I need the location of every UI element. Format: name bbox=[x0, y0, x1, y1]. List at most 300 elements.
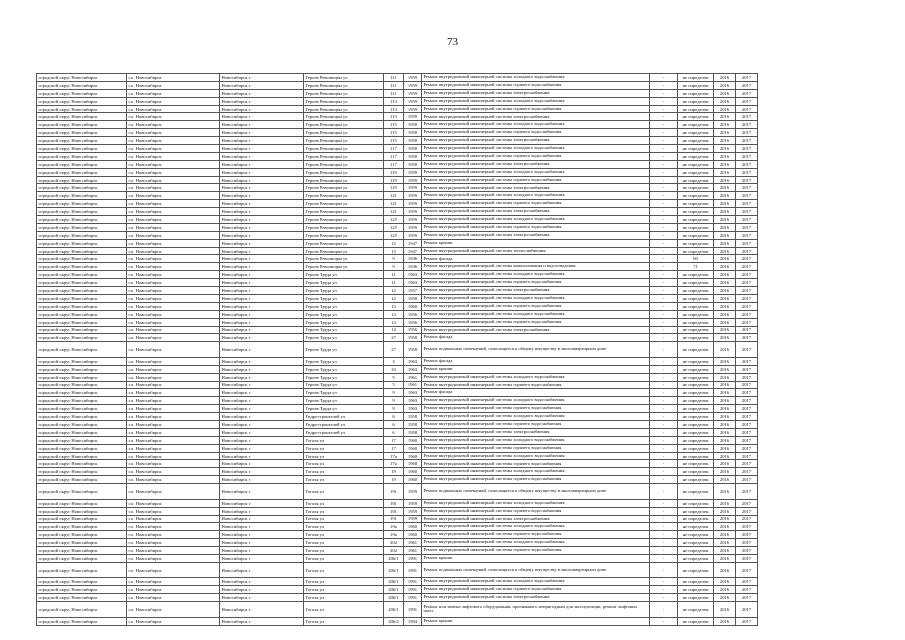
end-year-cell: 2017 bbox=[736, 176, 758, 184]
table-row bbox=[37, 81, 758, 89]
work-type-cell: Ремонт крыши bbox=[422, 617, 650, 625]
city-cell: Новосибирск г bbox=[220, 74, 304, 82]
settlement-cell: г.о. Новосибирск bbox=[127, 287, 220, 295]
end-year-cell: 2017 bbox=[736, 231, 758, 239]
dash-cell: - bbox=[650, 468, 678, 476]
street-cell: Героев Революции ул bbox=[304, 223, 384, 231]
build-year-cell: 1958 bbox=[404, 294, 422, 302]
street-cell: Героев Революции ул bbox=[304, 113, 384, 121]
end-year-cell: 2017 bbox=[736, 105, 758, 113]
table-row bbox=[37, 239, 758, 247]
house-number-cell: 14 bbox=[384, 310, 404, 318]
dash-cell: - bbox=[650, 129, 678, 137]
dash-cell: - bbox=[650, 89, 678, 97]
district-cell: городской округ Новосибирск bbox=[37, 247, 127, 255]
settlement-cell: г.о. Новосибирск bbox=[127, 152, 220, 160]
house-number-cell: 12 bbox=[384, 287, 404, 295]
cost-cell: не определен bbox=[678, 184, 714, 192]
work-type-cell: Ремонт внутридомовой инженерной системы электроснабжения bbox=[422, 326, 650, 334]
district-cell: городской округ Новосибирск bbox=[37, 515, 127, 523]
city-cell: Новосибирск г bbox=[220, 515, 304, 523]
end-year-cell: 2017 bbox=[736, 507, 758, 515]
street-cell: Гоголя ул bbox=[304, 562, 384, 578]
district-cell: городской округ Новосибирск bbox=[37, 539, 127, 547]
start-year-cell: 2016 bbox=[714, 271, 736, 279]
house-number-cell: 111 bbox=[384, 81, 404, 89]
house-number-cell: 9 bbox=[384, 397, 404, 405]
house-number-cell: 206/1 bbox=[384, 594, 404, 602]
start-year-cell: 2016 bbox=[714, 160, 736, 168]
street-cell: Гоголя ул bbox=[304, 617, 384, 625]
district-cell: городской округ Новосибирск bbox=[37, 397, 127, 405]
build-year-cell: 1959 bbox=[404, 200, 422, 208]
cost-cell: не определен bbox=[678, 357, 714, 365]
start-year-cell: 2016 bbox=[714, 192, 736, 200]
build-year-cell: 1936 bbox=[404, 255, 422, 263]
district-cell: городской округ Новосибирск bbox=[37, 89, 127, 97]
start-year-cell: 2016 bbox=[714, 152, 736, 160]
city-cell: Новосибирск г bbox=[220, 428, 304, 436]
house-number-cell: 119 bbox=[384, 184, 404, 192]
cost-cell: не определен bbox=[678, 231, 714, 239]
cost-cell: не определен bbox=[678, 223, 714, 231]
house-number-cell: 202 bbox=[384, 547, 404, 555]
start-year-cell: 2016 bbox=[714, 97, 736, 105]
table-row bbox=[37, 223, 758, 231]
street-cell: Героев Труда ул bbox=[304, 405, 384, 413]
house-number-cell: 33 bbox=[384, 365, 404, 373]
build-year-cell: 1960 bbox=[404, 531, 422, 539]
table-row bbox=[37, 129, 758, 137]
work-type-cell: Ремонт внутридомовой инженерной системы холодного водоснабжения bbox=[422, 121, 650, 129]
district-cell: городской округ Новосибирск bbox=[37, 421, 127, 429]
city-cell: Новосибирск г bbox=[220, 484, 304, 500]
work-type-cell: Ремонт внутридомовой инженерной системы холодного водоснабжения bbox=[422, 436, 650, 444]
table-row bbox=[37, 287, 758, 295]
settlement-cell: г.о. Новосибирск bbox=[127, 421, 220, 429]
city-cell: Новосибирск г bbox=[220, 81, 304, 89]
work-type-cell: Ремонт внутридомовой инженерной системы электроснабжения bbox=[422, 231, 650, 239]
work-type-cell: Ремонт внутридомовой инженерной системы электроснабжения bbox=[422, 428, 650, 436]
cost-cell: не определен bbox=[678, 436, 714, 444]
district-cell: городской округ Новосибирск bbox=[37, 428, 127, 436]
work-type-cell: Ремонт внутридомовой инженерной системы горячего водоснабжения bbox=[422, 507, 650, 515]
work-type-cell: Ремонт внутридомовой инженерной системы холодного водоснабжения bbox=[422, 452, 650, 460]
settlement-cell: г.о. Новосибирск bbox=[127, 468, 220, 476]
table-row bbox=[37, 531, 758, 539]
end-year-cell: 2017 bbox=[736, 294, 758, 302]
house-number-cell: 119 bbox=[384, 168, 404, 176]
start-year-cell: 2016 bbox=[714, 263, 736, 271]
build-year-cell: 1960 bbox=[404, 302, 422, 310]
dash-cell: - bbox=[650, 200, 678, 208]
end-year-cell: 2017 bbox=[736, 547, 758, 555]
dash-cell: - bbox=[650, 74, 678, 82]
table-row bbox=[37, 184, 758, 192]
house-number-cell: 3 bbox=[384, 357, 404, 365]
settlement-cell: г.о. Новосибирск bbox=[127, 452, 220, 460]
settlement-cell: г.о. Новосибирск bbox=[127, 176, 220, 184]
work-type-cell: Ремонт внутридомовой инженерной системы электроснабжения bbox=[422, 515, 650, 523]
dash-cell: - bbox=[650, 168, 678, 176]
start-year-cell: 2016 bbox=[714, 318, 736, 326]
city-cell: Новосибирск г bbox=[220, 129, 304, 137]
end-year-cell: 2017 bbox=[736, 168, 758, 176]
street-cell: Гоголя ул bbox=[304, 539, 384, 547]
settlement-cell: г.о. Новосибирск bbox=[127, 279, 220, 287]
end-year-cell: 2017 bbox=[736, 89, 758, 97]
street-cell: Героев Революции ул bbox=[304, 74, 384, 82]
dash-cell: - bbox=[650, 137, 678, 145]
city-cell: Новосибирск г bbox=[220, 460, 304, 468]
build-year-cell: 1961 bbox=[404, 373, 422, 381]
settlement-cell: г.о. Новосибирск bbox=[127, 381, 220, 389]
district-cell: городской округ Новосибирск bbox=[37, 129, 127, 137]
end-year-cell: 2017 bbox=[736, 523, 758, 531]
end-year-cell: 2017 bbox=[736, 499, 758, 507]
house-number-cell: 13 bbox=[384, 239, 404, 247]
city-cell: Новосибирск г bbox=[220, 152, 304, 160]
work-type-cell: Ремонт внутридомовой инженерной системы горячего водоснабжения bbox=[422, 129, 650, 137]
city-cell: Новосибирск г bbox=[220, 255, 304, 263]
build-year-cell: 1959 bbox=[404, 168, 422, 176]
end-year-cell: 2017 bbox=[736, 381, 758, 389]
house-number-cell: 27 bbox=[384, 342, 404, 358]
city-cell: Новосибирск г bbox=[220, 397, 304, 405]
district-cell: городской округ Новосибирск bbox=[37, 200, 127, 208]
table-row bbox=[37, 263, 758, 271]
city-cell: Новосибирск г bbox=[220, 586, 304, 594]
house-number-cell: 113 bbox=[384, 113, 404, 121]
house-number-cell: 113 bbox=[384, 97, 404, 105]
start-year-cell: 2016 bbox=[714, 105, 736, 113]
table-row bbox=[37, 192, 758, 200]
district-cell: городской округ Новосибирск bbox=[37, 302, 127, 310]
street-cell: Героев Труда ул bbox=[304, 342, 384, 358]
settlement-cell: г.о. Новосибирск bbox=[127, 74, 220, 82]
settlement-cell: г.о. Новосибирск bbox=[127, 310, 220, 318]
build-year-cell: 1991 bbox=[404, 554, 422, 562]
start-year-cell: 2016 bbox=[714, 389, 736, 397]
house-number-cell: 117 bbox=[384, 152, 404, 160]
cost-cell: не определен bbox=[678, 113, 714, 121]
district-cell: городской округ Новосибирск bbox=[37, 602, 127, 618]
dash-cell: - bbox=[650, 405, 678, 413]
city-cell: Новосибирск г bbox=[220, 468, 304, 476]
cost-cell: не определен bbox=[678, 421, 714, 429]
dash-cell: - bbox=[650, 239, 678, 247]
street-cell: Гоголя ул bbox=[304, 586, 384, 594]
city-cell: Новосибирск г bbox=[220, 405, 304, 413]
cost-cell: не определен bbox=[678, 294, 714, 302]
build-year-cell: 1958 bbox=[404, 428, 422, 436]
build-year-cell: 1959 bbox=[404, 89, 422, 97]
cost-cell: 71 bbox=[678, 263, 714, 271]
table-row bbox=[37, 231, 758, 239]
end-year-cell: 2017 bbox=[736, 279, 758, 287]
dash-cell: - bbox=[650, 160, 678, 168]
house-number-cell: 206/1 bbox=[384, 586, 404, 594]
table-row bbox=[37, 255, 758, 263]
work-type-cell: Ремонт внутридомовой инженерной системы горячего водоснабжения bbox=[422, 531, 650, 539]
settlement-cell: г.о. Новосибирск bbox=[127, 302, 220, 310]
dash-cell: - bbox=[650, 578, 678, 586]
work-type-cell: Ремонт внутридомовой инженерной системы горячего водоснабжения bbox=[422, 421, 650, 429]
house-number-cell: 121 bbox=[384, 208, 404, 216]
street-cell: Героев Революции ул bbox=[304, 105, 384, 113]
street-cell: Гоголя ул bbox=[304, 523, 384, 531]
start-year-cell: 2016 bbox=[714, 184, 736, 192]
street-cell: Героев Революции ул bbox=[304, 192, 384, 200]
settlement-cell: г.о. Новосибирск bbox=[127, 113, 220, 121]
settlement-cell: г.о. Новосибирск bbox=[127, 294, 220, 302]
city-cell: Новосибирск г bbox=[220, 184, 304, 192]
district-cell: городской округ Новосибирск bbox=[37, 444, 127, 452]
settlement-cell: г.о. Новосибирск bbox=[127, 586, 220, 594]
end-year-cell: 2017 bbox=[736, 617, 758, 625]
cost-cell: не определен bbox=[678, 531, 714, 539]
build-year-cell: 1991 bbox=[404, 586, 422, 594]
district-cell: городской округ Новосибирск bbox=[37, 554, 127, 562]
city-cell: Новосибирск г bbox=[220, 444, 304, 452]
cost-cell: не определен bbox=[678, 373, 714, 381]
dash-cell: - bbox=[650, 602, 678, 618]
dash-cell: - bbox=[650, 617, 678, 625]
house-number-cell: 17 bbox=[384, 444, 404, 452]
end-year-cell: 2017 bbox=[736, 334, 758, 342]
city-cell: Новосибирск г bbox=[220, 247, 304, 255]
district-cell: городской округ Новосибирск bbox=[37, 184, 127, 192]
build-year-cell: 1959 bbox=[404, 74, 422, 82]
cost-cell: не определен bbox=[678, 200, 714, 208]
cost-cell: не определен bbox=[678, 452, 714, 460]
settlement-cell: г.о. Новосибирск bbox=[127, 562, 220, 578]
end-year-cell: 2017 bbox=[736, 129, 758, 137]
street-cell: Гоголя ул bbox=[304, 515, 384, 523]
house-number-cell: 115 bbox=[384, 129, 404, 137]
district-cell: городской округ Новосибирск bbox=[37, 499, 127, 507]
house-number-cell: 19 bbox=[384, 476, 404, 484]
settlement-cell: г.о. Новосибирск bbox=[127, 357, 220, 365]
start-year-cell: 2016 bbox=[714, 113, 736, 121]
build-year-cell: 1959 bbox=[404, 97, 422, 105]
table-row bbox=[37, 216, 758, 224]
city-cell: Новосибирск г bbox=[220, 476, 304, 484]
build-year-cell: 1991 bbox=[404, 562, 422, 578]
cost-cell: не определен bbox=[678, 365, 714, 373]
dash-cell: - bbox=[650, 436, 678, 444]
city-cell: Новосибирск г bbox=[220, 97, 304, 105]
end-year-cell: 2017 bbox=[736, 145, 758, 153]
cost-cell: не определен bbox=[678, 160, 714, 168]
end-year-cell: 2017 bbox=[736, 421, 758, 429]
table-row bbox=[37, 113, 758, 121]
end-year-cell: 2017 bbox=[736, 452, 758, 460]
dash-cell: - bbox=[650, 397, 678, 405]
table-row bbox=[37, 97, 758, 105]
table-row bbox=[37, 152, 758, 160]
table-row bbox=[37, 271, 758, 279]
house-number-cell: 115 bbox=[384, 137, 404, 145]
work-type-cell: Ремонт фасада bbox=[422, 357, 650, 365]
end-year-cell: 2017 bbox=[736, 81, 758, 89]
cost-cell: 60 bbox=[678, 255, 714, 263]
cost-cell: не определен bbox=[678, 444, 714, 452]
settlement-cell: г.о. Новосибирск bbox=[127, 326, 220, 334]
build-year-cell: 1961 bbox=[404, 381, 422, 389]
dash-cell: - bbox=[650, 539, 678, 547]
build-year-cell: 1947 bbox=[404, 247, 422, 255]
settlement-cell: г.о. Новосибирск bbox=[127, 105, 220, 113]
settlement-cell: г.о. Новосибирск bbox=[127, 594, 220, 602]
settlement-cell: г.о. Новосибирск bbox=[127, 507, 220, 515]
build-year-cell: 1960 bbox=[404, 444, 422, 452]
end-year-cell: 2017 bbox=[736, 436, 758, 444]
city-cell: Новосибирск г bbox=[220, 365, 304, 373]
house-number-cell: 27 bbox=[384, 334, 404, 342]
table-body bbox=[37, 74, 758, 626]
city-cell: Новосибирск г bbox=[220, 373, 304, 381]
house-number-cell: 13 bbox=[384, 302, 404, 310]
cost-cell: не определен bbox=[678, 137, 714, 145]
start-year-cell: 2016 bbox=[714, 602, 736, 618]
district-cell: городской округ Новосибирск bbox=[37, 381, 127, 389]
district-cell: городской округ Новосибирск bbox=[37, 168, 127, 176]
table-row bbox=[37, 421, 758, 429]
build-year-cell: 1958 bbox=[404, 137, 422, 145]
house-number-cell: 125 bbox=[384, 223, 404, 231]
end-year-cell: 2017 bbox=[736, 192, 758, 200]
build-year-cell: 1991 bbox=[404, 594, 422, 602]
start-year-cell: 2016 bbox=[714, 279, 736, 287]
city-cell: Новосибирск г bbox=[220, 121, 304, 129]
build-year-cell: 1956 bbox=[404, 318, 422, 326]
district-cell: городской округ Новосибирск bbox=[37, 145, 127, 153]
work-type-cell: Ремонт внутридомовой инженерной системы холодного водоснабжения bbox=[422, 373, 650, 381]
district-cell: городской округ Новосибирск bbox=[37, 476, 127, 484]
street-cell: Гоголя ул bbox=[304, 578, 384, 586]
end-year-cell: 2017 bbox=[736, 318, 758, 326]
street-cell: Гидростроителей ул bbox=[304, 428, 384, 436]
cost-cell: не определен bbox=[678, 342, 714, 358]
build-year-cell: 1959 bbox=[404, 176, 422, 184]
work-type-cell: Ремонт внутридомовой инженерной системы горячего водоснабжения bbox=[422, 105, 650, 113]
dash-cell: - bbox=[650, 460, 678, 468]
dash-cell: - bbox=[650, 271, 678, 279]
district-cell: городской округ Новосибирск bbox=[37, 436, 127, 444]
cost-cell: не определен bbox=[678, 326, 714, 334]
district-cell: городской округ Новосибирск bbox=[37, 531, 127, 539]
build-year-cell: 1959 bbox=[404, 184, 422, 192]
build-year-cell: 1958 bbox=[404, 413, 422, 421]
work-type-cell: Ремонт внутридомовой инженерной системы горячего водоснабжения bbox=[422, 223, 650, 231]
end-year-cell: 2017 bbox=[736, 97, 758, 105]
cost-cell: не определен bbox=[678, 413, 714, 421]
start-year-cell: 2016 bbox=[714, 208, 736, 216]
dash-cell: - bbox=[650, 208, 678, 216]
city-cell: Новосибирск г bbox=[220, 271, 304, 279]
settlement-cell: г.о. Новосибирск bbox=[127, 200, 220, 208]
end-year-cell: 2017 bbox=[736, 263, 758, 271]
work-type-cell: Ремонт или замена лифтового оборудования, признанного непригодным для эксплуатации, ремонт лифтовых шахт bbox=[422, 602, 650, 618]
table-row bbox=[37, 602, 758, 618]
district-cell: городской округ Новосибирск bbox=[37, 105, 127, 113]
city-cell: Новосибирск г bbox=[220, 421, 304, 429]
house-number-cell: 111 bbox=[384, 74, 404, 82]
city-cell: Новосибирск г bbox=[220, 310, 304, 318]
end-year-cell: 2017 bbox=[736, 74, 758, 82]
settlement-cell: г.о. Новосибирск bbox=[127, 223, 220, 231]
dash-cell: - bbox=[650, 318, 678, 326]
table-row bbox=[37, 247, 758, 255]
city-cell: Новосибирск г bbox=[220, 531, 304, 539]
district-cell: городской округ Новосибирск bbox=[37, 160, 127, 168]
cost-cell: не определен bbox=[678, 484, 714, 500]
cost-cell: не определен bbox=[678, 578, 714, 586]
start-year-cell: 2016 bbox=[714, 342, 736, 358]
house-number-cell: 117 bbox=[384, 160, 404, 168]
street-cell: Героев Революции ул bbox=[304, 200, 384, 208]
district-cell: городской округ Новосибирск bbox=[37, 460, 127, 468]
street-cell: Гоголя ул bbox=[304, 436, 384, 444]
street-cell: Героев Труда ул bbox=[304, 334, 384, 342]
start-year-cell: 2016 bbox=[714, 381, 736, 389]
settlement-cell: г.о. Новосибирск bbox=[127, 523, 220, 531]
settlement-cell: г.о. Новосибирск bbox=[127, 334, 220, 342]
settlement-cell: г.о. Новосибирск bbox=[127, 373, 220, 381]
dash-cell: - bbox=[650, 145, 678, 153]
settlement-cell: г.о. Новосибирск bbox=[127, 617, 220, 625]
settlement-cell: г.о. Новосибирск bbox=[127, 413, 220, 421]
city-cell: Новосибирск г bbox=[220, 239, 304, 247]
table-row bbox=[37, 405, 758, 413]
work-type-cell: Ремонт внутридомовой инженерной системы холодного водоснабжения bbox=[422, 168, 650, 176]
end-year-cell: 2017 bbox=[736, 468, 758, 476]
table-row bbox=[37, 89, 758, 97]
street-cell: Гоголя ул bbox=[304, 594, 384, 602]
dash-cell: - bbox=[650, 586, 678, 594]
dash-cell: - bbox=[650, 294, 678, 302]
table-row bbox=[37, 562, 758, 578]
city-cell: Новосибирск г bbox=[220, 594, 304, 602]
work-type-cell: Ремонт внутридомовой инженерной системы холодного водоснабжения bbox=[422, 271, 650, 279]
build-year-cell: 1963 bbox=[404, 389, 422, 397]
page-number: 73 bbox=[447, 36, 458, 48]
district-cell: городской округ Новосибирск bbox=[37, 586, 127, 594]
district-cell: городской округ Новосибирск bbox=[37, 231, 127, 239]
build-year-cell: 1959 bbox=[404, 113, 422, 121]
start-year-cell: 2016 bbox=[714, 554, 736, 562]
house-number-cell: 13 bbox=[384, 247, 404, 255]
table-row bbox=[37, 539, 758, 547]
dash-cell: - bbox=[650, 263, 678, 271]
street-cell: Героев Революции ул bbox=[304, 81, 384, 89]
build-year-cell: 1960 bbox=[404, 476, 422, 484]
start-year-cell: 2016 bbox=[714, 484, 736, 500]
work-type-cell: Ремонт внутридомовой инженерной системы холодного водоснабжения bbox=[422, 145, 650, 153]
build-year-cell: 1960 bbox=[404, 523, 422, 531]
work-type-cell: Ремонт внутридомовой инженерной системы электроснабжения bbox=[422, 89, 650, 97]
table-row bbox=[37, 452, 758, 460]
build-year-cell: 1959 bbox=[404, 208, 422, 216]
house-number-cell: 115 bbox=[384, 121, 404, 129]
table-row bbox=[37, 176, 758, 184]
work-type-cell: Ремонт внутридомовой инженерной системы горячего водоснабжения bbox=[422, 381, 650, 389]
street-cell: Героев Труда ул bbox=[304, 271, 384, 279]
district-cell: городской округ Новосибирск bbox=[37, 318, 127, 326]
work-type-cell: Ремонт подвальных помещений, относящихся к общему имуществу в многоквартирном доме bbox=[422, 562, 650, 578]
dash-cell: - bbox=[650, 342, 678, 358]
